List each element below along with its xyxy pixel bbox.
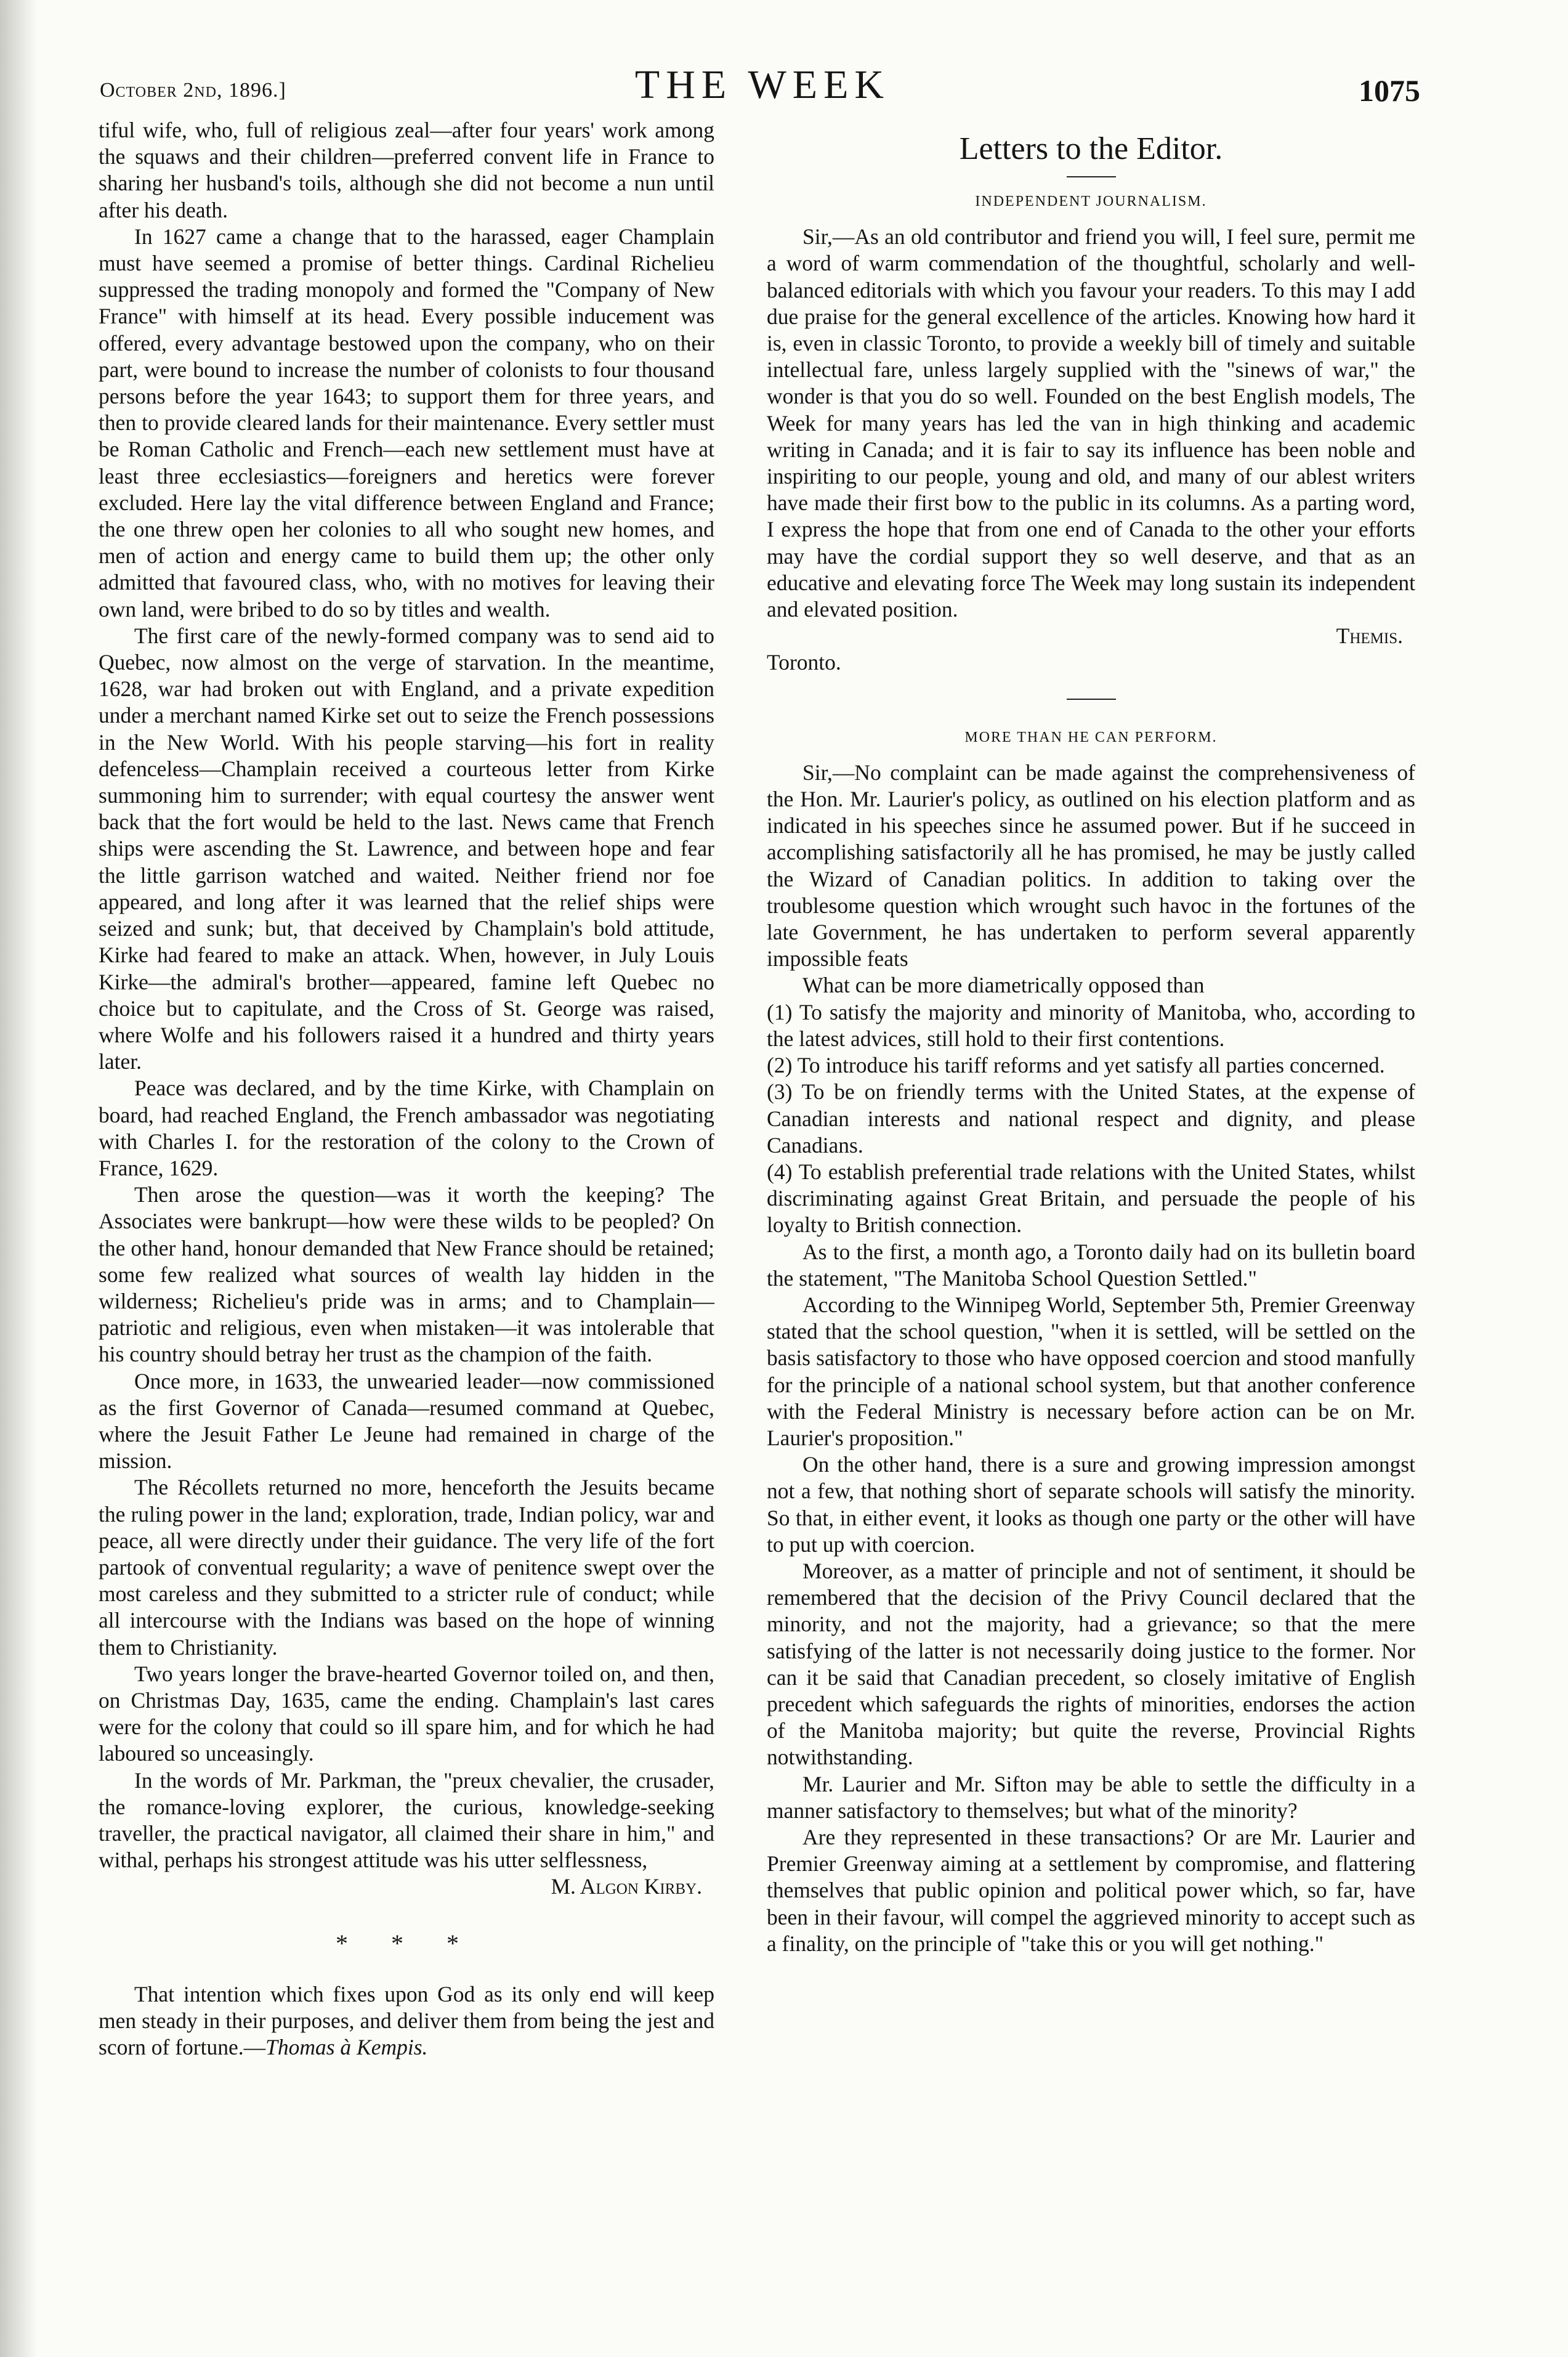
article-paragraph: Two years longer the brave-hearted Governor toiled on, and then, on Christmas Day, 1635, came the ending. Champlain's last cares were for the colony that could so ill spare him, and for which he had laboured so unceasingly. — [99, 1661, 714, 1766]
letter-paragraph: On the other hand, there is a sure and growing impression amongst not a few, that nothing short of separate schools will satisfy the minority. So that, in either event, it looks as though one party or the other will have to put up with coercion. — [767, 1452, 1415, 1557]
article-paragraph: In the words of Mr. Parkman, the "preux chevalier, the crusader, the romance-loving explorer, the curious, knowledge-seeking traveller, the practical navigator, all claimed their share in him," and withal, perhaps his strongest attitude was his utter selflessness, — [99, 1767, 714, 1873]
article-paragraph: tiful wife, who, full of religious zeal—after four years' work among the squaws and their children—preferred convent life in France to sharing her husband's toils, although she did not become a nun until after his death. — [99, 118, 714, 222]
page-edge-shadow — [0, 0, 37, 2357]
letter-signature: Themis. — [1336, 623, 1403, 649]
page-number: 1075 — [1359, 73, 1420, 108]
letter-place: Toronto. — [767, 650, 841, 675]
letter-list-item: (3) To be on friendly terms with the United States, at the expense of Canadian interests and national respect and dignity, and please Canadians. — [767, 1079, 1415, 1158]
letter-paragraph: Sir,—No complaint can be made against the comprehensiveness of the Hon. Mr. Laurier's policy, as outlined on his election platform and as indicated in his speeches since he assumed power. But if he succeed in accomplishing satisfactorily all he has promised, he may be justly called the Wizard of Canadian politics. In addition to taking over the troublesome question which wrought such havoc in the fortunes of the late Government, he has undertaken to perform several apparently impossible feats — [767, 760, 1415, 972]
quotation-author: Thomas à Kempis. — [265, 2035, 428, 2060]
article-author: M. Algon Kirby. — [551, 1874, 702, 1899]
title-rule — [1067, 176, 1116, 177]
letter-paragraph: According to the Winnipeg World, September 5th, Premier Greenway stated that the school question, "when it is settled, will be settled on the basis satisfactory to those who have opposed coercion and stood manfully for the principle of a national school system, but that another conference with the Federal Ministry is necessary before action can be on Mr. Laurier's proposition." — [767, 1292, 1415, 1450]
letter-paragraph: Are they represented in these transactions? Or are Mr. Laurier and Premier Greenway aiming at a settlement by compromise, and flattering themselves that public opinion and political power which, so far, have been in their favour, will compel the aggrieved minority to accept such as a finality, on the principle of "take this or you will get nothing." — [767, 1824, 1415, 1956]
left-column — [99, 117, 714, 2061]
letter-body: Sir,—As an old contributor and friend you will, I feel sure, permit me a word of warm commendation of the thoughtful, scholarly and well-balanced editorials with which you favour your readers. To this may I add due praise for the general excellence of the articles. Knowing how hard it is, even in classic Toronto, to provide a weekly bill of timely and suitable intellectual fare, unless largely supplied with the "sinews of war," the wonder is that you do so well. Founded on the best English models, The Week for many years has led the van in high thinking and academic writing in Canada; and it is fair to say its influence has been noble and inspiriting to our people, young and old, and many of our ablest writers have made their first bow to the public in its columns. As a parting word, I express the hope that from one end of Canada to the other your efforts may have the cordial support they so well deserve, and that as an educative and elevating force The Week may long sustain its independent and elevated position. — [767, 224, 1415, 622]
letter-paragraph: As to the first, a month ago, a Toronto daily had on its bulletin board the statement, "The Manitoba School Question Settled." — [767, 1239, 1415, 1291]
section-title: Letters to the Editor. — [959, 131, 1223, 166]
letter-list-item: (2) To introduce his tariff reforms and yet satisfy all parties concerned. — [767, 1053, 1385, 1078]
page-header — [92, 62, 1420, 117]
article-paragraph: The Récollets returned no more, henceforth the Jesuits became the ruling power in the land; exploration, trade, Indian policy, war and peace, all were directly under their guidance. The very life of the fort partook of conventual regularity; a wave of penitence swept over the most careless and they submitted to a stricter rule of conduct; while all intercourse with the Indians was based on the hope of winning them to Christianity. — [99, 1475, 714, 1660]
quotation — [99, 1981, 714, 2061]
quotation-text: That intention which fixes upon God as its only end will keep men steady in their purposes, and deliver them from being the jest and scorn of fortune.— — [99, 1981, 714, 2060]
right-column — [767, 117, 1415, 1957]
letter-separator — [1067, 699, 1116, 700]
letter-paragraph: Mr. Laurier and Mr. Sifton may be able to settle the difficulty in a manner satisfactory to themselves; but what of the minority? — [767, 1771, 1415, 1823]
article-paragraph: Then arose the question—was it worth the keeping? The Associates were bankrupt—how were these wilds to be peopled? On the other hand, honour demanded that New France should be retained; some few realized what sources of wealth lay hidden in the wilderness; Richelieu's pride was in arms; and to Champlain—patriotic and religious, even when mistaken—it was intolerable that his country should betray her trust as the champion of the faith. — [99, 1182, 714, 1367]
article-paragraph: In 1627 came a change that to the harassed, eager Champlain must have seemed a promise of better things. Cardinal Richelieu suppressed the trading monopoly and formed the "Company of New France" with himself at its head. Every possible inducement was offered, every advantage bestowed upon the company, who on their part, were bound to increase the number of colonists to four thousand persons before the year 1643; to support them for three years, and then to provide cleared lands for their maintenance. Every settler must be Roman Catholic and French—each new settlement must have at least three ecclesiastics—foreigners and heretics were forever excluded. Here lay the vital difference between England and France; the one threw open her colonies to all who sought new homes, and men of action and energy came to build them up; the other only admitted that favoured class, who, with no motives for leaving their own land, were bribed to do so by titles and wealth. — [99, 224, 714, 622]
letter-heading: INDEPENDENT JOURNALISM. — [975, 193, 1207, 209]
issue-date: October 2nd, 1896.] — [100, 79, 286, 102]
letter-list-item: (1) To satisfy the majority and minority of Manitoba, who, according to the latest advices, still hold to their first contentions. — [767, 999, 1415, 1051]
article-paragraph: Peace was declared, and by the time Kirke, with Champlain on board, had reached England, the French ambassador was negotiating with Charles I. for the restoration of the colony to the Crown of France, 1629. — [99, 1076, 714, 1180]
letter-paragraph: What can be more diametrically opposed than — [802, 973, 1205, 998]
letter-heading: MORE THAN HE CAN PERFORM. — [964, 729, 1218, 745]
masthead-title: THE WEEK — [634, 62, 891, 107]
article-paragraph: Once more, in 1633, the unwearied leader—now commissioned as the first Governor of Canada—resumed command at Quebec, where the Jesuit Father Le Jeune had remained in charge of the mission. — [99, 1368, 714, 1474]
letter-paragraph: Moreover, as a matter of principle and not of sentiment, it should be remembered that the decision of the Privy Council declared that the minority, and not the majority, had a grievance; so that the mere satisfying of the latter is not necessarily doing justice to the former. Nor can it be said that Canadian precedent, so closely imitative of English precedent which safeguards the rights of minorities, endorses the action of the Manitoba majority; but quite the reverse, Provincial Rights notwithstanding. — [767, 1558, 1415, 1770]
section-separator: * * * — [336, 1929, 477, 1957]
letter-list-item: (4) To establish preferential trade relations with the United States, whilst discriminating against Great Britain, and persuade the people of his loyalty to British connection. — [767, 1159, 1415, 1238]
article-paragraph: The first care of the newly-formed company was to send aid to Quebec, now almost on the verge of starvation. In the meantime, 1628, war had broken out with England, and a private expedition under a merchant named Kirke set out to seize the French possessions in the New World. With his people starving—his fort in reality defenceless—Champlain received a courteous letter from Kirke summoning him to surrender; with equal courtesy the answer went back that the fort would be held to the last. News came that French ships were ascending the St. Lawrence, and between hope and fear the little garrison watched and waited. Neither friend nor foe appeared, and long after it was learned that the relief ships were seized and sunk; but, that deceived by Champlain's bold attitude, Kirke had feared to make an attack. When, however, in July Louis Kirke—the admiral's brother—appeared, famine left Quebec no choice but to capitulate, and the Cross of St. George was raised, where Wolfe and his followers raised it a hundred and thirty years later. — [99, 623, 714, 1074]
